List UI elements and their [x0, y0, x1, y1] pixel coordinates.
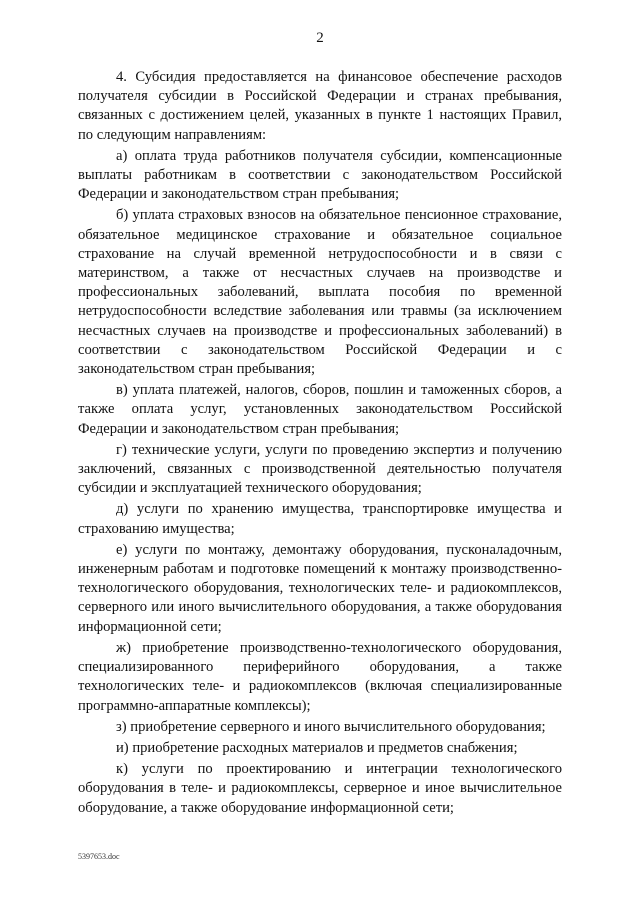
- paragraph-e: е) услуги по монтажу, демонтажу оборудования, пусконаладочным, инженерным работам и подготовке помещений к монтажу производственно-технологического оборудования, технологических теле- и радиокомплексов, серверного или иного вычислительного оборудования, а также оборудования информационной сети;: [78, 541, 562, 635]
- paragraph-i: и) приобретение расходных материалов и предметов снабжения;: [116, 739, 518, 756]
- page-number: 2: [316, 30, 324, 46]
- paragraph-v: в) уплата платежей, налогов, сборов, пошлин и таможенных сборов, а также оплата услуг, установленных законодательством Российской Федерации и законодательством стран пребывания;: [78, 382, 562, 437]
- paragraph-z: з) приобретение серверного и иного вычислительного оборудования;: [116, 718, 546, 735]
- document-body: [78, 68, 562, 818]
- footer-filename: 5397653.doc: [78, 852, 120, 861]
- paragraph-4: 4. Субсидия предоставляется на финансовое обеспечение расходов получателя субсидии в Российской Федерации и странах пребывания, связанных с достижением целей, указанных в пункте 1 настоящих Правил, по следующим направлениям:: [78, 69, 562, 143]
- paragraph-g: г) технические услуги, услуги по проведению экспертиз и получению заключений, связанных с производственной деятельностью получателя субсидии и эксплуатацией технического оборудования;: [78, 441, 562, 497]
- paragraph-zh: ж) приобретение производственно-технологического оборудования, специализированного периферийного оборудования, а также технологических теле- и радиокомплексов (включая специализированные программно-аппаратные комплексы);: [78, 639, 562, 714]
- paragraph-k: к) услуги по проектированию и интеграции технологического оборудования в теле- и радиокомплексы, серверное и иное вычислительное оборудование, а также оборудование информационной сети;: [78, 761, 562, 816]
- paragraph-d: д) услуги по хранению имущества, транспортировке имущества и страхованию имущества;: [78, 501, 562, 537]
- paragraph-b: б) уплата страховых взносов на обязательное пенсионное страхование, обязательное медицинское страхование и обязательное социальное страхование на случай временной нетрудоспособности и в связи с материнством, а также от несчастных случаев на производстве и профессиональных заболеваний, выплата пособия по временной нетрудоспособности вследствие заболевания или травмы (за исключением несчастных случаев на производстве и профессиональных заболеваний) в соответствии с законодательством Российской Федерации и с законодательством стран пребывания;: [78, 207, 562, 378]
- paragraph-a: а) оплата труда работников получателя субсидии, компенсационные выплаты работникам в соответствии с законодательством Российской Федерации и законодательством стран пребывания;: [78, 147, 562, 203]
